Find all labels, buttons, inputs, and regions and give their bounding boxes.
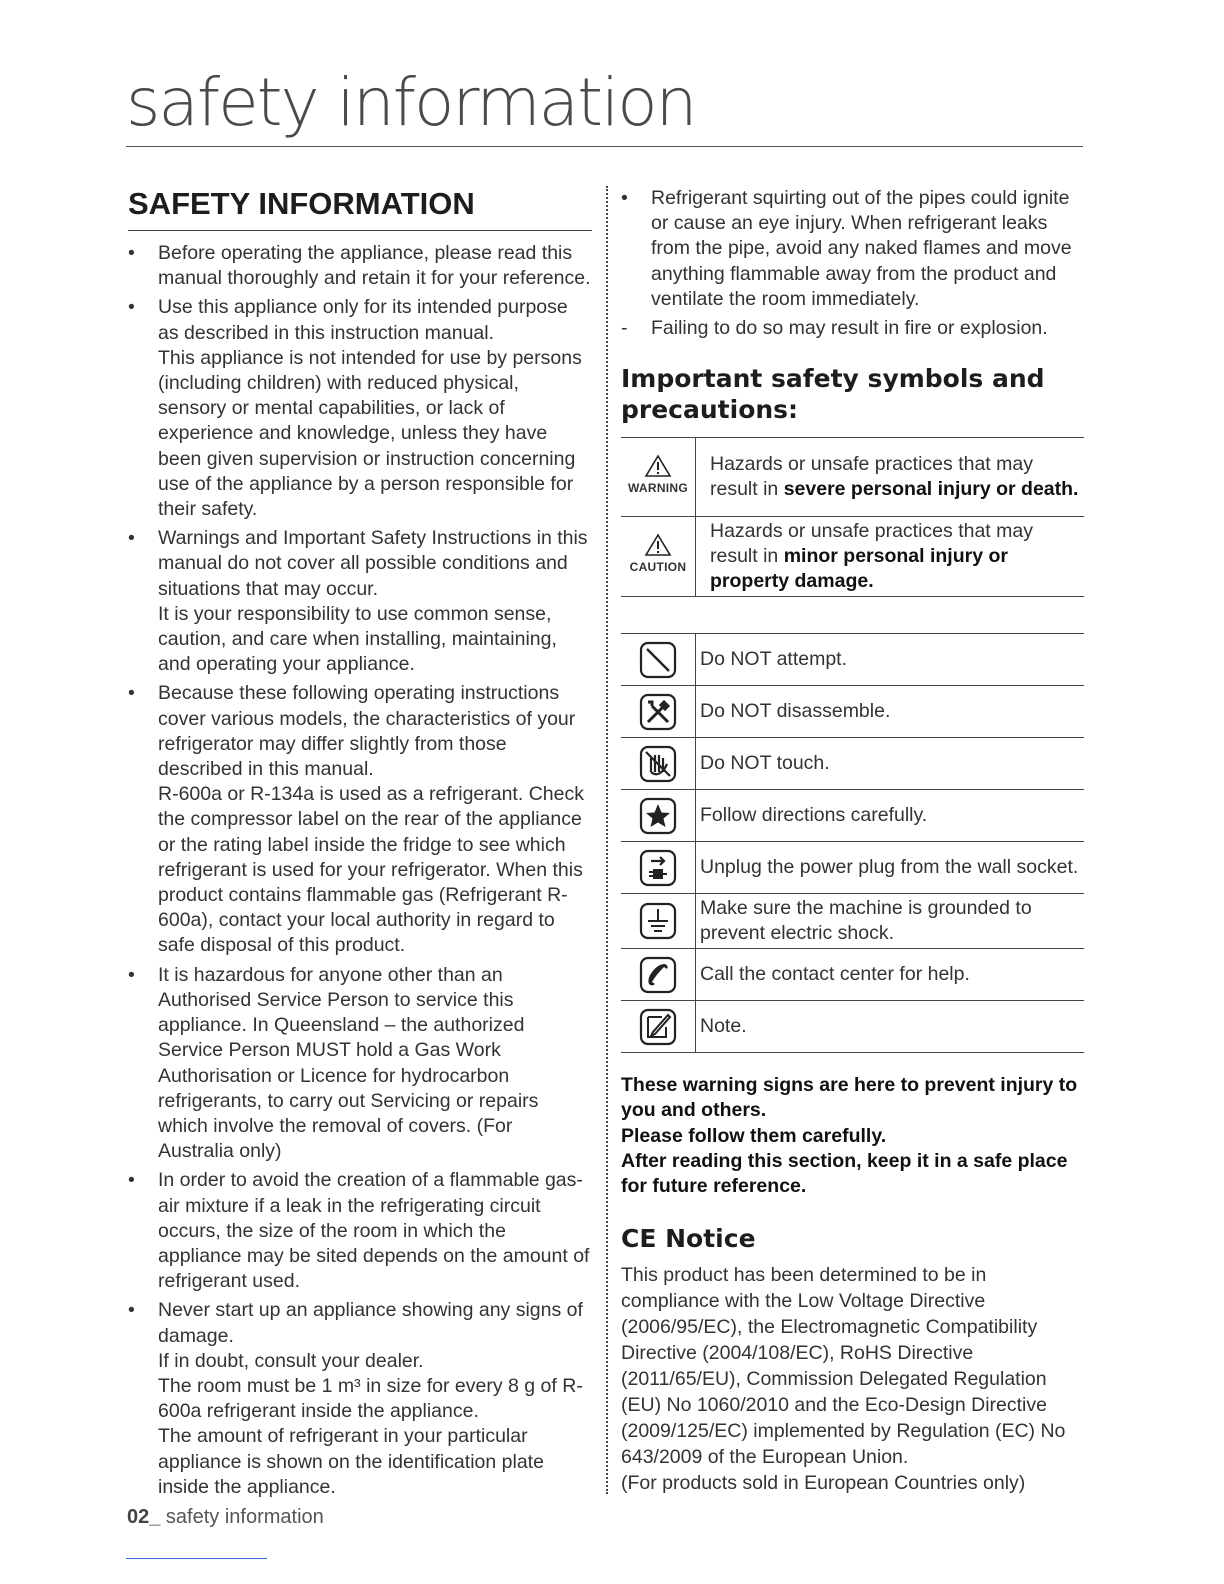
phone-icon [638, 955, 678, 995]
section-heading: SAFETY INFORMATION [128, 186, 592, 231]
warning-description [696, 438, 1085, 517]
list-item [621, 316, 1086, 341]
warning-notice [621, 1073, 1086, 1199]
footer-rule [126, 1558, 267, 1559]
no-disassemble-icon [638, 692, 678, 732]
symbol-cell [621, 634, 696, 686]
safety-bullet-list [128, 241, 592, 1500]
bullet-text: Use this appliance only for its intended purpose as described in this instruction manual. [158, 296, 568, 344]
symbol-icon-table [621, 633, 1084, 1053]
symbol-description: Do NOT touch. [696, 738, 1085, 790]
bullet-text: Because these following operating instructions cover various models, the characteristics of your refrigerator may differ slightly from those described in this manual. [158, 682, 576, 781]
list-item [128, 526, 592, 677]
list-item [128, 963, 592, 1165]
refrigerant-consequence-text: Failing to do so may result in fire or explosion. [651, 317, 1048, 340]
warning-caution-table [621, 437, 1084, 597]
warning-triangle-icon [644, 454, 672, 478]
list-item [128, 1168, 592, 1294]
notice-line: These warning signs are here to prevent injury to you and others. [621, 1074, 1078, 1122]
bullet-text: Before operating the appliance, please read this manual thoroughly and retain it for your reference. [158, 242, 591, 290]
table-row [621, 790, 1084, 842]
bullet-text: It is your responsibility to use common sense, caution, and care when installing, maintaining, and operating your appliance. [158, 602, 557, 676]
footer-label: safety information [160, 1506, 324, 1528]
star-icon [638, 796, 678, 836]
no-touch-icon [638, 744, 678, 784]
bullet-text: Warnings and Important Safety Instructions in this manual do not cover all possible conditions and situations that may occur. [158, 527, 588, 600]
bullet-text: R-600a or R-134a is used as a refrigerant. Check the compressor label on the rear of the appliance or the rating label inside the fridge to see which refrigerant is used for your refrigerator. When this product contains flammable gas (Refrigerant R-600a), contact your local authority in regard to safe disposal of this product. [158, 783, 584, 957]
symbol-cell [621, 738, 696, 790]
symbol-description: Unplug the power plug from the wall socket. [696, 842, 1085, 894]
symbol-description: Note. [696, 1001, 1085, 1053]
caution-triangle-icon [644, 533, 672, 557]
table-row [621, 842, 1084, 894]
warning-text: Hazards or unsafe practices that may result in [710, 453, 1033, 501]
bullet-mark: • [621, 187, 628, 209]
warning-label: WARNING [627, 480, 689, 495]
caution-text: Hazards or unsafe practices that may result in [710, 520, 1033, 568]
note-icon [638, 1007, 678, 1047]
refrigerant-list [621, 186, 1086, 341]
bullet-text: The amount of refrigerant in your particular appliance is shown on the identification plate inside the appliance. [158, 1425, 544, 1498]
list-item [128, 1298, 592, 1500]
ce-notice-scope: (For products sold in European Countries only) [621, 1472, 1026, 1495]
ce-notice-text: This product has been determined to be in compliance with the Low Voltage Directive (2006/95/EC), the Electromagnetic Compatibility Directive (2004/108/EC), RoHS Directive (2011/65/EU), Commission Delegated Regulation (EU) No 1060/2010 and the Eco-Design Directive (2009/125/EC) implemented by Regulation (EC) No 643/2009 of the European Union. [621, 1264, 1066, 1469]
symbol-cell [621, 894, 696, 949]
table-row [621, 1001, 1084, 1053]
right-column [621, 186, 1086, 1496]
notice-line: Please follow them carefully. [621, 1124, 887, 1147]
caution-description [696, 517, 1085, 597]
table-row [621, 949, 1084, 1001]
bullet-text: The room must be 1 m³ in size for every 8 g of R-600a refrigerant inside the appliance. [158, 1374, 583, 1423]
symbols-heading: Important safety symbols and precautions: [621, 364, 1045, 425]
bullet-mark: • [128, 682, 135, 705]
table-row [621, 738, 1084, 790]
symbol-description: Do NOT disassemble. [696, 686, 1085, 738]
column-divider [606, 186, 608, 1494]
symbol-cell [621, 949, 696, 1001]
page-number: 02_ [127, 1506, 161, 1528]
symbol-cell [621, 842, 696, 894]
table-row [621, 894, 1084, 949]
symbol-description: Make sure the machine is grounded to prevent electric shock. [696, 894, 1085, 949]
caution-cell [621, 517, 696, 597]
left-column [128, 186, 592, 1504]
ce-heading: CE Notice [621, 1224, 756, 1254]
symbol-cell [621, 686, 696, 738]
bullet-mark: • [128, 963, 135, 986]
bullet-text: If in doubt, consult your dealer. [158, 1349, 424, 1372]
refrigerant-warning-text: Refrigerant squirting out of the pipes could ignite or cause an eye injury. When refrigerant leaks from the pipe, avoid any naked flames and move anything flammable away from the product and ventilate the room immediately. [651, 187, 1072, 310]
bullet-mark: • [128, 527, 135, 550]
page-footer [127, 1506, 324, 1529]
list-item [128, 241, 592, 291]
notice-line: After reading this section, keep it in a safe place for future reference. [621, 1149, 1068, 1198]
table-row [621, 634, 1084, 686]
symbol-description: Do NOT attempt. [696, 634, 1085, 686]
symbol-description: Follow directions carefully. [696, 790, 1085, 842]
symbol-description: Call the contact center for help. [696, 949, 1085, 1001]
bullet-text: This appliance is not intended for use by persons (including children) with reduced physical, sensory or mental capabilities, or lack of experience and knowledge, unless they have been given supervision or instruction concerning use of the appliance by a person responsible for their safety. [158, 346, 582, 521]
bullet-text: It is hazardous for anyone other than an Authorised Service Person to service this appliance. In Queensland – the authorized Service Person MUST hold a Gas Work Authorisation or Licence for hydrocarbon refrigerants, to carry out Servicing or repairs which involve the removal of covers. (For Australia only) [158, 963, 539, 1163]
symbol-cell [621, 790, 696, 842]
bullet-mark: • [128, 296, 135, 319]
list-item [128, 681, 592, 958]
page-title: safety information [126, 64, 696, 141]
dash-mark: - [621, 317, 628, 340]
warning-cell [621, 438, 696, 517]
title-rule [126, 146, 1083, 147]
prohibited-icon [638, 640, 678, 680]
unplug-icon [638, 848, 678, 888]
list-item [621, 186, 1086, 312]
bullet-mark: • [128, 1169, 135, 1192]
table-row [621, 686, 1084, 738]
ground-icon [638, 901, 678, 941]
bullet-text: Never start up an appliance showing any signs of damage. [158, 1299, 583, 1347]
caution-emphasis: minor personal injury or property damage. [710, 545, 1008, 593]
warning-emphasis: severe personal injury or death. [783, 478, 1079, 501]
list-item [128, 295, 592, 522]
symbol-cell [621, 1001, 696, 1053]
bullet-text: In order to avoid the creation of a flammable gas-air mixture if a leak in the refrigerating circuit occurs, the size of the room in which the appliance may be sited depends on the amount of refrigerant used. [158, 1169, 590, 1293]
bullet-mark: • [128, 242, 135, 264]
caution-label: CAUTION [629, 560, 687, 575]
bullet-mark: • [128, 1299, 135, 1322]
